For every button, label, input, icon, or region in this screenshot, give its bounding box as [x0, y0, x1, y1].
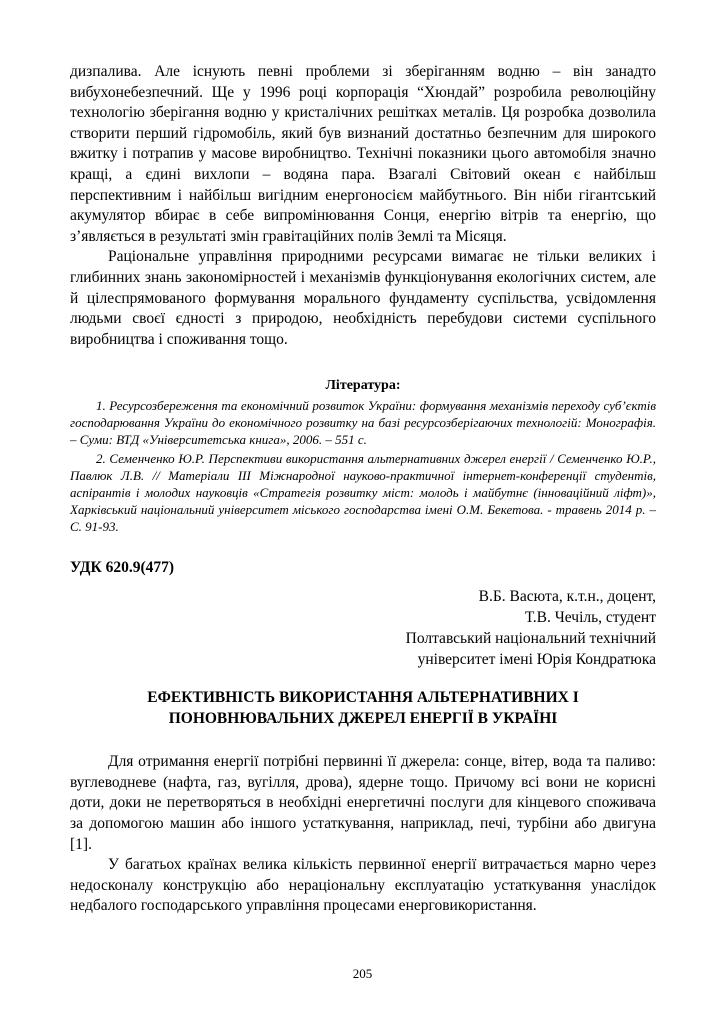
reference-item-1: 1. Ресурсозбереження та економічний розвиток України: формування механізмів переходу суб’єктів господарювання України до економічного розвитку на базі ресурсозберігаючих технологій: Монографія. – Суми: ВТД «Університетська книга», 2006. – 551 с.	[70, 397, 656, 447]
page-number: 205	[352, 966, 373, 981]
intro-paragraph: Раціональне управління природними ресурсами вимагає не тільки великих і глибинних знань закономірностей і механізмів функціонування екологічних систем, але й цілеспрямованого формування морального фундаменту суспільства, усвідомлення людьми своєї єдності з природою, необхідність перебудови системи суспільного виробництва і споживання тощо.	[70, 248, 656, 348]
author-line-1: В.Б. Васюта, к.т.н., доцент,	[478, 587, 656, 605]
article-paragraph-2: У багатьох країнах велика кількість первинної енергії витрачається марно через недосконалу конструкцію або нераціональну експлуатацію устаткування унаслідок недбалого господарського управління процесами енерговикористання.	[70, 856, 656, 915]
author-line-2: Т.В. Чечіль, студент	[524, 609, 656, 627]
udc-code: УДК 620.9(477)	[70, 558, 175, 576]
literature-heading: Література:	[325, 377, 401, 393]
continuation-paragraph: дизпалива. Але існують певні проблеми зі зберіганням водню – він занадто вибухонебезпечний. Ще у 1996 році корпорація “Хюндай” розробила революційну технологію зберігання водню у кристалічних решітках металів. Ця розробка дозволила створити перший гідромобіль, який був визнаний достатньо безпечним для широкого вжитку і потрапив у масове виробництво. Технічні показники цього автомобіля значно кращі, а єдині вихлопи – водяна пара. Взагалі Світовий океан є найбільш перспективним і найбільш вигідним енергоносієм майбутнього. Він ніби гігантський акумулятор вбирає в себе випромінювання Сонця, енергію вітрів та енергію, що з’являється в результаті змін гравітаційних полів Землі та Місяця.	[70, 63, 656, 245]
author-block	[70, 586, 656, 670]
author-line-4: університет імені Юрія Кондратюка	[417, 651, 656, 669]
reference-item-2: 2. Семенченко Ю.Р. Перспективи використання альтернативних джерел енергії / Семенченко Ю.Р., Павлюк Л.В. // Матеріали ІІІ Міжнародної науково-практичної інтернет-конференції студентів, аспірантів і молодих науковців «Стратегія розвитку міст: молодь і майбутнє (інноваційний ліфт)», Харківський національний університет міського господарства імені О.М. Бекетова. - травень 2014 р. – С. 91-93.	[70, 451, 656, 534]
article-title: ЕФЕКТИВНІСТЬ ВИКОРИСТАННЯ АЛЬТЕРНАТИВНИХ І ПОНОВНЮВАЛЬНИХ ДЖЕРЕЛ ЕНЕРГІЇ В УКРАЇНІ	[147, 689, 579, 728]
article-paragraph-1: Для отримання енергії потрібні первинні її джерела: сонце, вітер, вода та паливо: вуглеводневе (нафта, газ, вугілля, дрова), ядерне тощо. Причому всі вони не корисні доти, доки не перетворяться в необхідні енергетичні послуги для кінцевого споживача за допомогою машин або іншого устаткування, наприклад, печі, турбіни або двигуна [1].	[70, 753, 656, 853]
author-line-3: Полтавський національний технічний	[405, 630, 656, 648]
